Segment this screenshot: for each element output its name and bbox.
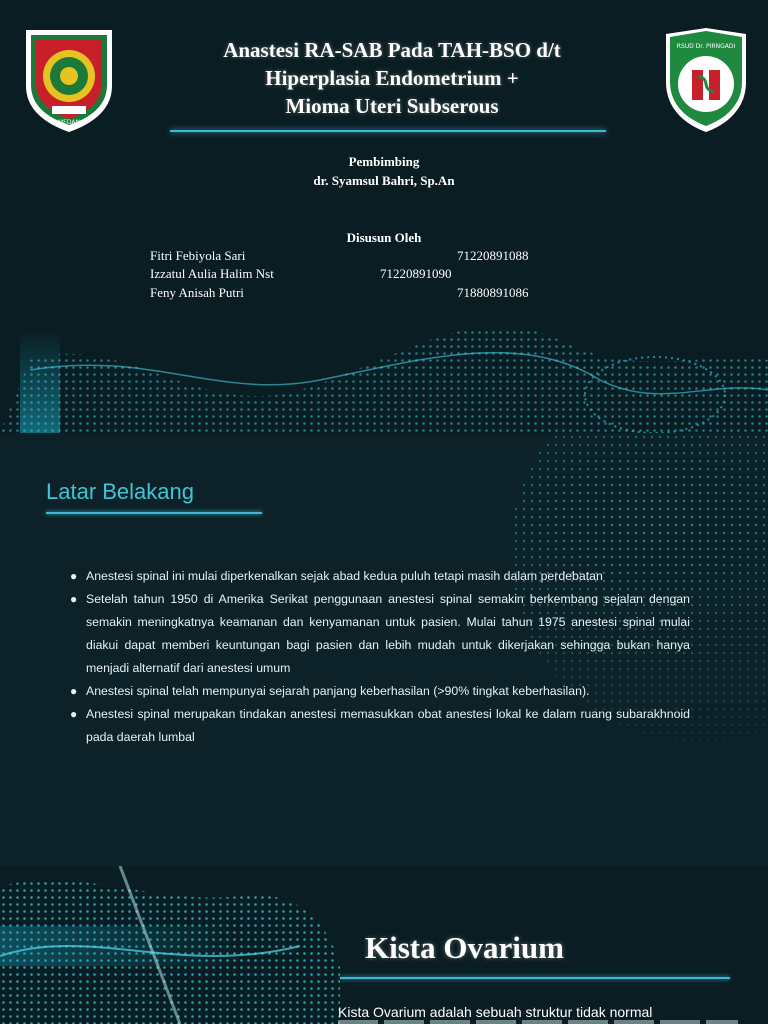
title-underline (340, 977, 730, 979)
title-slide (0, 0, 768, 433)
slide-title: Kista Ovarium (365, 930, 564, 965)
author-name: Feny Anisah Putri (150, 285, 244, 300)
logo-right-text: RSUD Dr. PIRNGADI (676, 43, 736, 50)
author-name: Fitri Febiyola Sari (150, 248, 246, 263)
logo-left-text: MEDAN (57, 119, 81, 126)
list-item: ● Anestesi spinal ini mulai diperkenalkan sejak abad kedua puluh tetapi masih dalam perdebatan (68, 565, 690, 588)
bullet-icon: ● (70, 592, 78, 606)
bullet-list (68, 565, 690, 749)
cropped-text-line (338, 1020, 738, 1024)
list-item: ● Setelah tahun 1950 di Amerika Serikat penggunaan anestesi spinal semakin berkembang sejalan dengan semakin meningkatnya keamanan dan kenyamanan untuk pasien. Mulai tahun 1975 anestesi spinal mulai diakui dapat memberi keuntungan bagi pasien dan lebih mudah untuk dikerjakan sehingga bukan hanya menjadi alternatif dari anestesi umum (68, 588, 690, 680)
supervisor-block (0, 152, 768, 190)
supervisor-label: Pembimbing (348, 154, 420, 169)
university-logo (22, 26, 116, 134)
bullet-icon: ● (70, 707, 78, 721)
body-text: Kista Ovarium adalah sebuah struktur tidak normal (338, 1004, 653, 1020)
section-underline (46, 512, 262, 514)
list-item: ● Anestesi spinal telah mempunyai sejarah panjang keberhasilan (>90% tingkat keberhasilan). (68, 680, 690, 703)
authors-label: Disusun Oleh (346, 230, 422, 245)
background-slide (0, 433, 768, 866)
hospital-logo (662, 26, 750, 134)
author-id: 71880891086 (457, 285, 529, 300)
presentation-title (150, 36, 634, 120)
supervisor-name: dr. Syamsul Bahri, Sp.An (313, 173, 455, 188)
list-item: ● Anestesi spinal merupakan tindakan anestesi memasukkan obat anestesi lokal ke dalam ruang subarakhnoid pada daerah lumbal (68, 703, 690, 749)
bullet-icon: ● (70, 569, 78, 583)
bullet-icon: ● (70, 684, 78, 698)
author-id: 71220891090 (380, 266, 452, 281)
title-line-3: Mioma Uteri Subserous (285, 94, 499, 118)
ovarian-cyst-slide (0, 866, 768, 1024)
title-underline (170, 130, 606, 132)
title-line-2: Hiperplasia Endometrium + (265, 66, 519, 90)
author-id: 71220891088 (457, 248, 529, 263)
author-name: Izzatul Aulia Halim Nst (150, 266, 274, 281)
title-line-1: Anastesi RA-SAB Pada TAH-BSO d/t (223, 38, 561, 62)
section-title: Latar Belakang (46, 479, 194, 504)
